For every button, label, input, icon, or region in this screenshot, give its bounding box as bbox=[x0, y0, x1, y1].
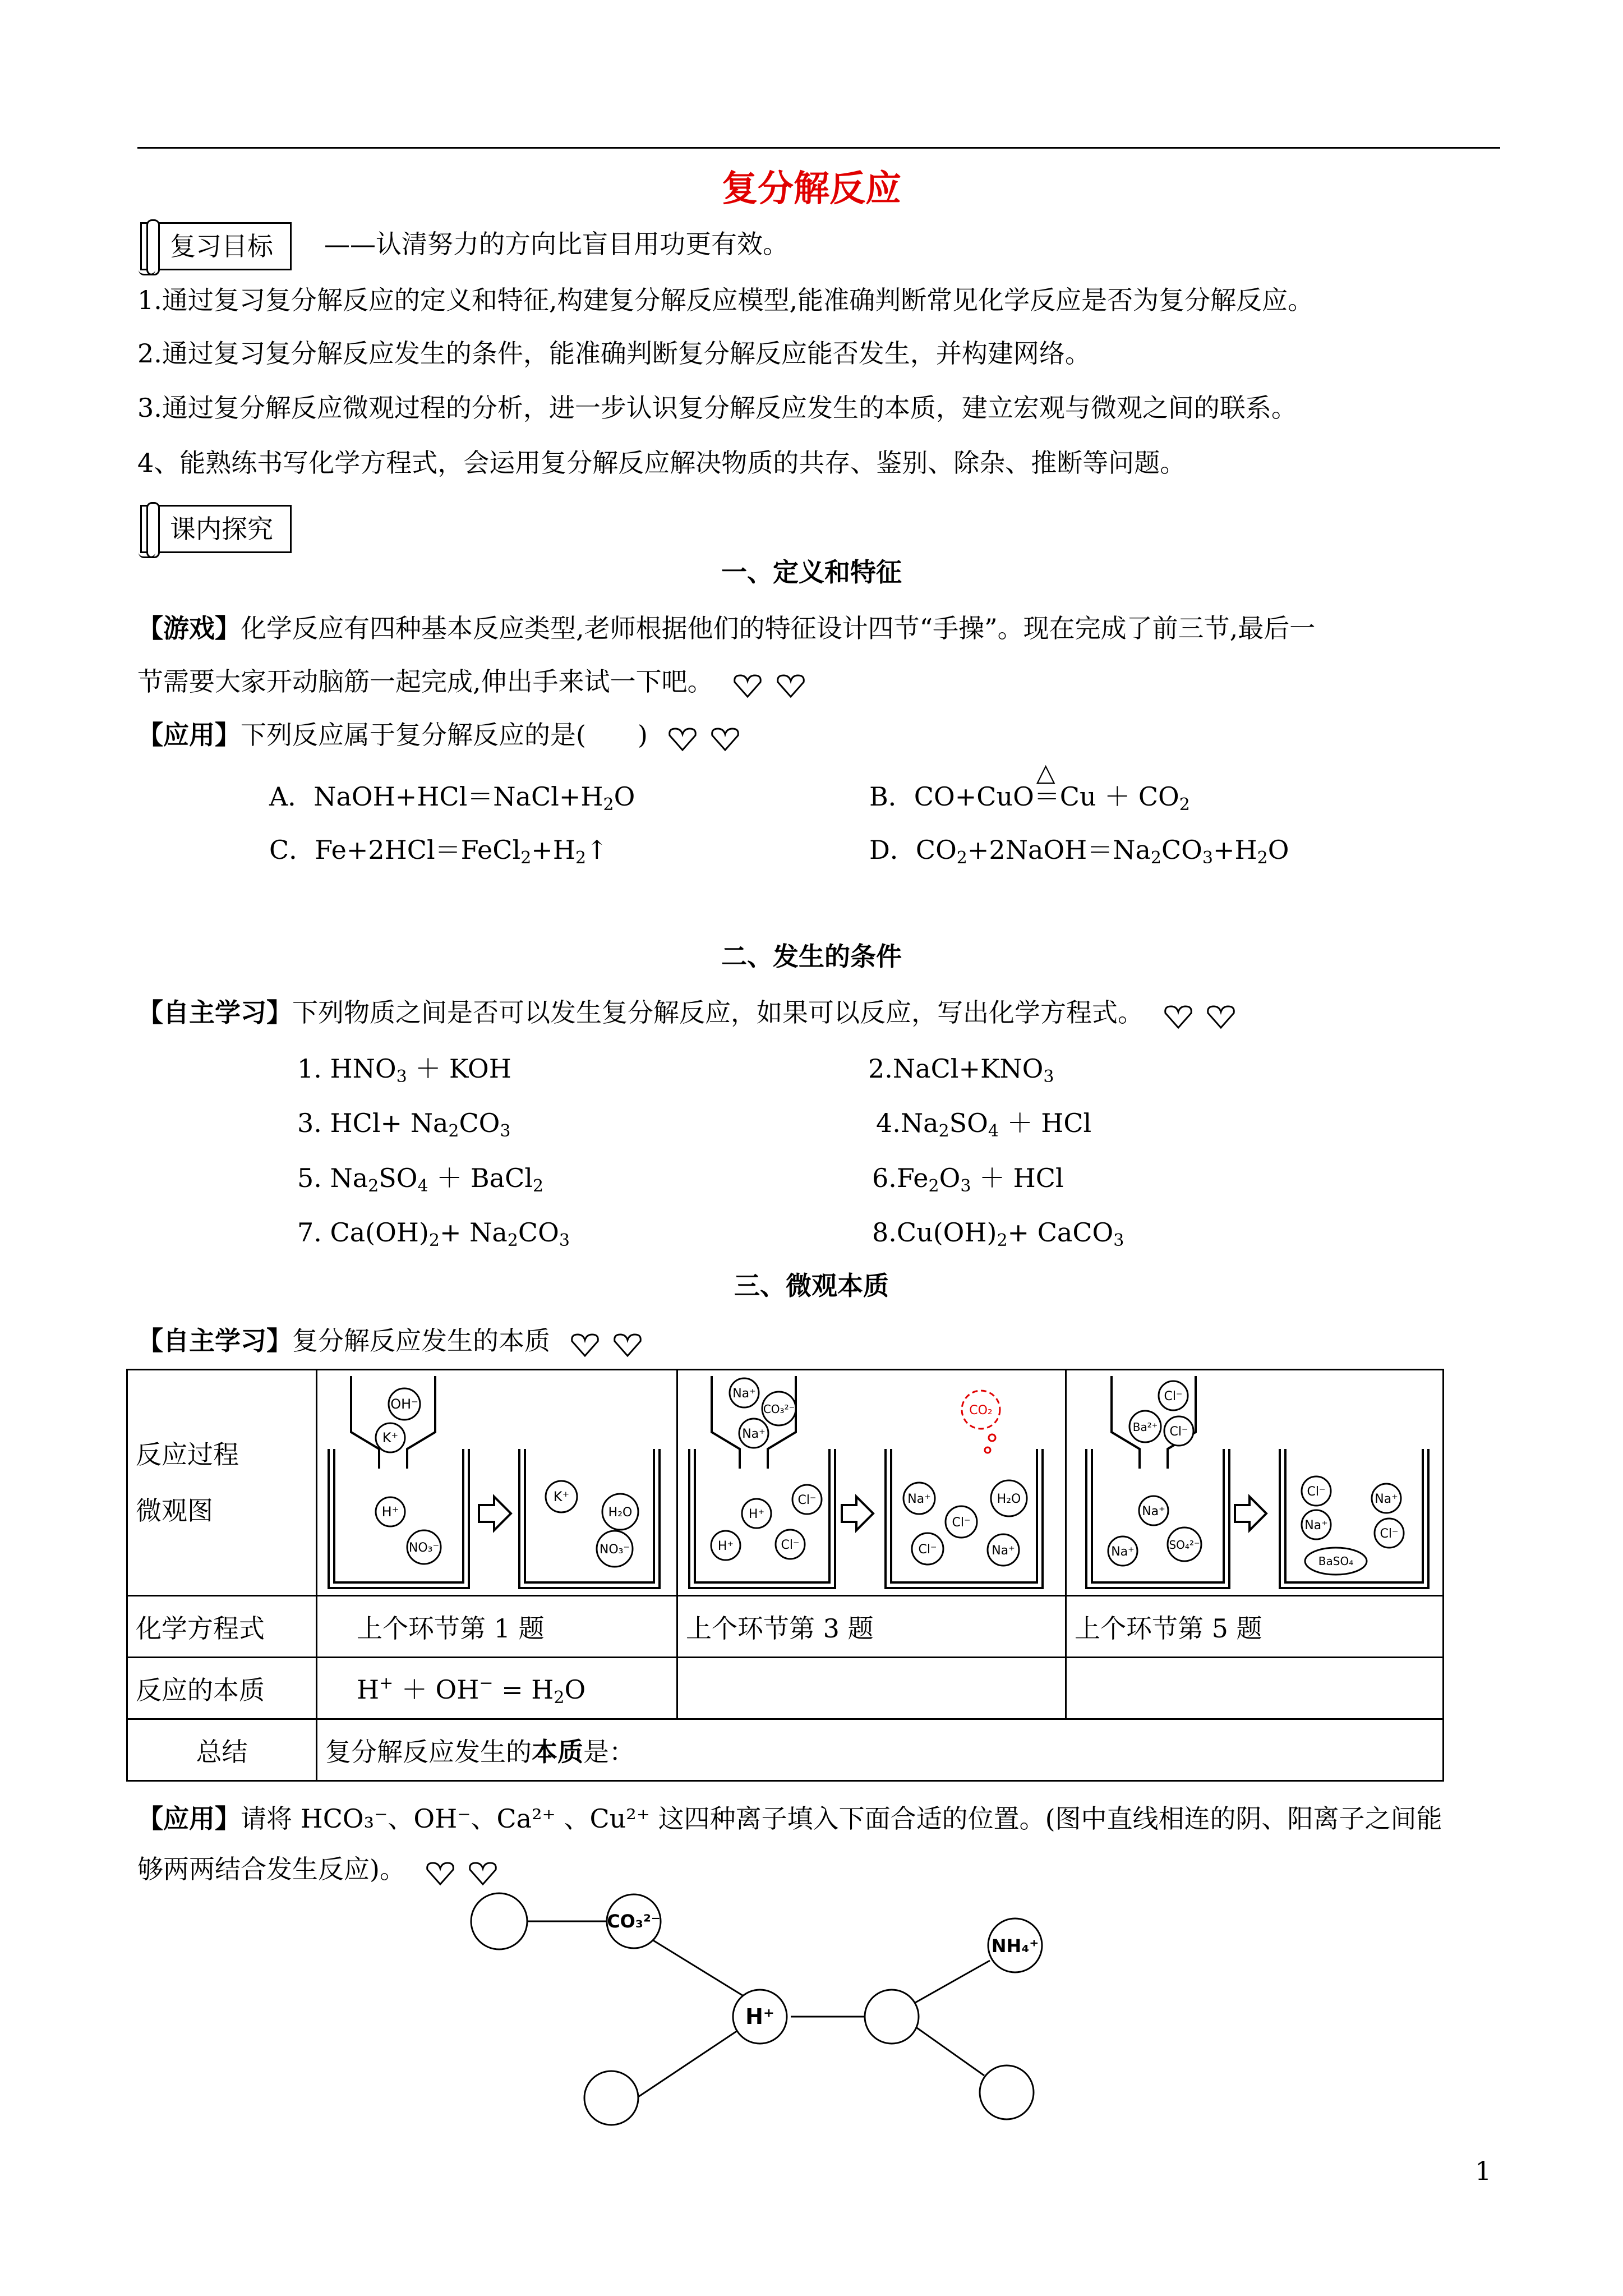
sub: 2 bbox=[533, 1176, 544, 1196]
sub: 2 bbox=[938, 1121, 949, 1141]
option-a-text: O bbox=[614, 781, 635, 812]
micro-cell-3 bbox=[1066, 1370, 1444, 1596]
sub: 2 bbox=[1150, 848, 1161, 868]
micro-diagram-1 bbox=[317, 1370, 676, 1595]
apply2-text-line1: 请将 HCO₃⁻、OH⁻、Ca²⁺ 、Cu²⁺ 这四种离子填入下面合适的位置。(图中直线相连的阴、阳离子之间能 bbox=[241, 1803, 1442, 1834]
apply2-paragraph-line2 bbox=[137, 1852, 502, 1888]
ion-na: Na⁺ bbox=[732, 1387, 756, 1401]
option-a bbox=[269, 780, 635, 822]
option-d-text: +2NaOH＝Na bbox=[967, 835, 1151, 865]
ion-na: Na⁺ bbox=[907, 1492, 931, 1506]
essence-cell-3 bbox=[1066, 1658, 1444, 1719]
reaction-text: CO bbox=[518, 1217, 559, 1248]
ion-cl: Cl⁻ bbox=[1164, 1389, 1183, 1404]
precipitate-baso4: BaSO₄ bbox=[1318, 1554, 1354, 1568]
reaction-text: 8.Cu(OH) bbox=[872, 1217, 997, 1248]
option-d-text: O bbox=[1267, 835, 1289, 865]
ion-cl: Cl⁻ bbox=[1169, 1425, 1188, 1439]
reaction-4 bbox=[876, 1106, 1091, 1148]
sub: 2 bbox=[368, 1176, 379, 1196]
game-paragraph bbox=[137, 611, 1315, 645]
reaction-text: SO bbox=[379, 1163, 418, 1193]
page-title: 复分解反应 bbox=[722, 168, 901, 210]
reaction-text: 7. Ca(OH) bbox=[297, 1217, 429, 1248]
option-c-text: +H bbox=[531, 835, 575, 865]
row-label-summary: 总结 bbox=[127, 1719, 317, 1781]
reaction-text: O bbox=[939, 1163, 961, 1193]
row-label-text: 反应过程 bbox=[136, 1439, 239, 1470]
essence-text: H bbox=[357, 1674, 380, 1705]
goal-4: 4、能熟练书写化学方程式，会运用复分解反应解决物质的共存、鉴别、除杂、推断等问题。 bbox=[137, 448, 1186, 478]
essence-text: ＋ OH bbox=[393, 1674, 479, 1705]
ion-oh: OH⁻ bbox=[390, 1396, 418, 1412]
reaction-text: 2.NaCl+KNO bbox=[868, 1053, 1044, 1084]
reaction-2 bbox=[868, 1052, 1054, 1094]
ion-cl: Cl⁻ bbox=[797, 1493, 817, 1507]
ion-h: H⁺ bbox=[748, 1507, 765, 1521]
molecule-h2o: H₂O bbox=[608, 1506, 633, 1520]
sub: 3 bbox=[1202, 848, 1213, 868]
difficulty-hearts bbox=[732, 667, 810, 701]
essence-text: = H bbox=[493, 1674, 554, 1705]
essence-cell-2 bbox=[677, 1658, 1066, 1719]
ion-node-co3-label: CO₃²⁻ bbox=[607, 1911, 661, 1932]
review-goals-label bbox=[140, 222, 292, 270]
sub: 4 bbox=[417, 1176, 428, 1196]
ion-no3: NO₃⁻ bbox=[599, 1543, 630, 1557]
self-study2-text: 复分解反应发生的本质 bbox=[292, 1326, 550, 1356]
section1-title: 一、定义和特征 bbox=[721, 557, 902, 587]
ion-cl: Cl⁻ bbox=[1307, 1485, 1326, 1499]
game-tag: 【游戏】 bbox=[137, 613, 241, 643]
reaction-5 bbox=[297, 1161, 543, 1203]
apply2-paragraph bbox=[137, 1802, 1442, 1835]
micro-diagram-3 bbox=[1067, 1370, 1442, 1595]
self-study-tag: 【自主学习】 bbox=[137, 997, 292, 1028]
delta-icon: △ bbox=[1036, 758, 1055, 787]
ion-k: K⁺ bbox=[553, 1489, 570, 1504]
sub: 2 bbox=[1179, 795, 1190, 815]
row-label-essence: 反应的本质 bbox=[127, 1658, 317, 1719]
reaction-text: 5. Na bbox=[297, 1163, 368, 1193]
arrow-up-icon: ↑ bbox=[586, 835, 608, 865]
heart-icon bbox=[612, 1332, 643, 1358]
apply-tag: 【应用】 bbox=[137, 1803, 241, 1834]
option-d-text: +H bbox=[1213, 835, 1257, 865]
ion-node-h-label: H⁺ bbox=[745, 2004, 774, 2029]
arrow-right-icon bbox=[479, 1497, 511, 1530]
apply1-text: 下列反应属于复分解反应的是( ) bbox=[241, 720, 648, 750]
molecule-co2: CO₂ bbox=[969, 1404, 993, 1418]
reaction-text: CO bbox=[459, 1108, 500, 1138]
ion-ba: Ba²⁺ bbox=[1132, 1420, 1158, 1434]
reaction-text: 6.Fe bbox=[872, 1163, 929, 1193]
heart-icon bbox=[710, 726, 740, 752]
row-label-text: 微观图 bbox=[136, 1496, 213, 1526]
reaction-text: ＋ BaCl bbox=[428, 1163, 533, 1193]
ion-na: Na⁺ bbox=[1111, 1545, 1135, 1559]
ion-cl: Cl⁻ bbox=[1380, 1527, 1399, 1541]
option-c bbox=[269, 833, 608, 875]
equation-cell-1: 上个环节第 1 题 bbox=[317, 1596, 677, 1658]
game-text-line2: 节需要大家开动脑筋一起完成,伸出手来试一下吧。 bbox=[137, 666, 713, 697]
reaction-text: ＋ HCl bbox=[999, 1108, 1092, 1138]
sub: 2 bbox=[1257, 848, 1268, 868]
section2-title: 二、发生的条件 bbox=[721, 941, 902, 972]
section3-title: 三、微观本质 bbox=[734, 1271, 889, 1301]
sub: 2 bbox=[603, 795, 614, 815]
sub: 3 bbox=[1043, 1067, 1054, 1087]
sub: 2 bbox=[956, 848, 967, 868]
sub: 2 bbox=[428, 1231, 440, 1250]
summary-text: 复分解反应发生的 bbox=[325, 1736, 532, 1767]
apply1-paragraph bbox=[137, 718, 745, 754]
arrow-right-icon bbox=[1235, 1497, 1266, 1530]
reaction-1 bbox=[297, 1052, 511, 1094]
sub: 4 bbox=[988, 1121, 999, 1141]
difficulty-hearts bbox=[570, 1326, 648, 1360]
sub: 2 bbox=[575, 848, 587, 868]
reaction-3 bbox=[297, 1106, 510, 1148]
reaction-text: ＋ KOH bbox=[407, 1053, 511, 1084]
ion-na: Na⁺ bbox=[1142, 1504, 1165, 1519]
ion-na: Na⁺ bbox=[742, 1427, 766, 1441]
ion-cl: Cl⁻ bbox=[781, 1538, 800, 1552]
sub: 3 bbox=[500, 1121, 511, 1141]
equation-cell-3: 上个环节第 5 题 bbox=[1066, 1596, 1444, 1658]
apply-tag: 【应用】 bbox=[137, 720, 241, 750]
ion-network-diagram bbox=[460, 1890, 1066, 2126]
micro-diagram-2 bbox=[678, 1370, 1065, 1595]
ion-na: Na⁺ bbox=[1375, 1492, 1398, 1506]
review-motto: ——认清努力的方向比盲目用功更有效。 bbox=[324, 229, 789, 259]
sub: 2 bbox=[928, 1176, 939, 1196]
ion-cl: Cl⁻ bbox=[952, 1516, 971, 1530]
sub: 3 bbox=[1113, 1231, 1124, 1250]
sub: 2 bbox=[997, 1231, 1008, 1250]
option-d-text: D．CO bbox=[869, 835, 957, 865]
ion-k: K⁺ bbox=[382, 1430, 399, 1446]
essence-cell-1: $H^+ + OH^- = H_2O$ bbox=[317, 1658, 677, 1719]
blank-ion-slot[interactable] bbox=[471, 1893, 527, 1949]
ion-na: Na⁺ bbox=[992, 1544, 1015, 1558]
equation-cell-2: 上个环节第 3 题 bbox=[677, 1596, 1066, 1658]
reaction-6 bbox=[872, 1161, 1064, 1203]
heart-icon bbox=[1163, 1004, 1193, 1030]
ion-no3: NO₃⁻ bbox=[408, 1541, 440, 1555]
heart-icon bbox=[425, 1861, 455, 1887]
option-b-text: ＝ bbox=[1034, 781, 1060, 812]
sub: 3 bbox=[396, 1067, 407, 1087]
header-rule bbox=[137, 147, 1500, 149]
ion-node-nh4-label: NH₄⁺ bbox=[991, 1935, 1039, 1957]
ion-co3: CO₃²⁻ bbox=[763, 1402, 795, 1416]
ion-h: H⁺ bbox=[381, 1504, 399, 1520]
self-study1-paragraph bbox=[137, 996, 1241, 1032]
sub: 2 bbox=[520, 848, 532, 868]
reaction-text: 3. HCl+ Na bbox=[297, 1108, 449, 1138]
difficulty-hearts bbox=[667, 720, 745, 754]
micro-essence-table bbox=[126, 1369, 1444, 1782]
blank-ion-slot[interactable] bbox=[584, 2071, 638, 2125]
heart-icon bbox=[1206, 1004, 1236, 1030]
blank-ion-slot[interactable] bbox=[865, 1990, 919, 2044]
summary-bold: 本质 bbox=[532, 1736, 583, 1767]
sub: 3 bbox=[559, 1231, 570, 1250]
ion-cl: Cl⁻ bbox=[918, 1543, 937, 1557]
self-study2-paragraph bbox=[137, 1324, 647, 1360]
micro-cell-2 bbox=[677, 1370, 1066, 1596]
ion-na: Na⁺ bbox=[1304, 1519, 1328, 1533]
goal-3: 3.通过复分解反应微观过程的分析，进一步认识复分解反应发生的本质，建立宏观与微观之间的联系。 bbox=[137, 393, 1297, 423]
essence-text: O bbox=[564, 1674, 586, 1705]
option-a-text: A．NaOH+HCl＝NaCl+H bbox=[269, 781, 603, 812]
arrow-right-icon bbox=[842, 1497, 873, 1530]
blank-ion-slot[interactable] bbox=[980, 2065, 1034, 2119]
reaction-text: + CaCO bbox=[1007, 1217, 1114, 1248]
row-label-equation: 化学方程式 bbox=[127, 1596, 317, 1658]
game-text-line1: 化学反应有四种基本反应类型,老师根据他们的特征设计四节“手操”。现在完成了前三节,最后一 bbox=[241, 613, 1316, 643]
heart-icon bbox=[667, 726, 698, 752]
option-d-text: CO bbox=[1161, 835, 1202, 865]
sub: 2 bbox=[448, 1121, 459, 1141]
review-goals-label-text: 复习目标 bbox=[170, 231, 273, 261]
reaction-text: 1. HNO bbox=[297, 1053, 396, 1084]
reaction-text: 4.Na bbox=[876, 1108, 939, 1138]
reaction-text: + Na bbox=[439, 1217, 508, 1248]
difficulty-hearts bbox=[1163, 998, 1241, 1032]
option-b bbox=[869, 758, 1190, 822]
explore-label-text: 课内探究 bbox=[170, 514, 273, 544]
heart-icon bbox=[468, 1861, 498, 1887]
summary-text: 是： bbox=[583, 1736, 635, 1767]
goal-1: 1.通过复习复分解反应的定义和特征,构建复分解反应模型,能准确判断常见化学反应是否为复分解反应。 bbox=[137, 285, 1314, 315]
option-c-text: C．Fe+2HCl＝FeCl bbox=[269, 835, 521, 865]
micro-cell-1 bbox=[317, 1370, 677, 1596]
sub: 2 bbox=[507, 1231, 518, 1250]
self-study-tag: 【自主学习】 bbox=[137, 1326, 292, 1356]
option-b-text: B．CO+CuO bbox=[869, 781, 1034, 812]
reaction-7 bbox=[297, 1216, 570, 1258]
reaction-text: ＋ HCl bbox=[971, 1163, 1064, 1193]
explore-label bbox=[140, 505, 292, 553]
molecule-h2o: H₂O bbox=[997, 1492, 1021, 1506]
self-study1-text: 下列物质之间是否可以发生复分解反应，如果可以反应，写出化学方程式。 bbox=[292, 997, 1144, 1028]
reaction-8 bbox=[872, 1216, 1124, 1258]
ion-so4: SO₄²⁻ bbox=[1169, 1538, 1200, 1552]
page-number: 1 bbox=[1475, 2156, 1492, 2186]
reaction-text: SO bbox=[949, 1108, 988, 1138]
option-d bbox=[869, 833, 1289, 875]
ion-h: H⁺ bbox=[717, 1539, 734, 1553]
game-paragraph-line2 bbox=[137, 665, 810, 701]
apply2-text-line2: 够两两结合发生反应)。 bbox=[137, 1854, 405, 1884]
heart-icon bbox=[776, 673, 806, 699]
summary-cell bbox=[317, 1719, 1444, 1781]
goal-2: 2.通过复习复分解反应发生的条件，能准确判断复分解反应能否发生，并构建网络。 bbox=[137, 338, 1091, 369]
sub: 3 bbox=[960, 1176, 971, 1196]
heart-icon bbox=[732, 673, 763, 699]
option-b-text: Cu ＋ CO bbox=[1059, 781, 1179, 812]
heart-icon bbox=[570, 1332, 600, 1358]
difficulty-hearts bbox=[425, 1855, 503, 1888]
row-label-process bbox=[127, 1370, 317, 1596]
